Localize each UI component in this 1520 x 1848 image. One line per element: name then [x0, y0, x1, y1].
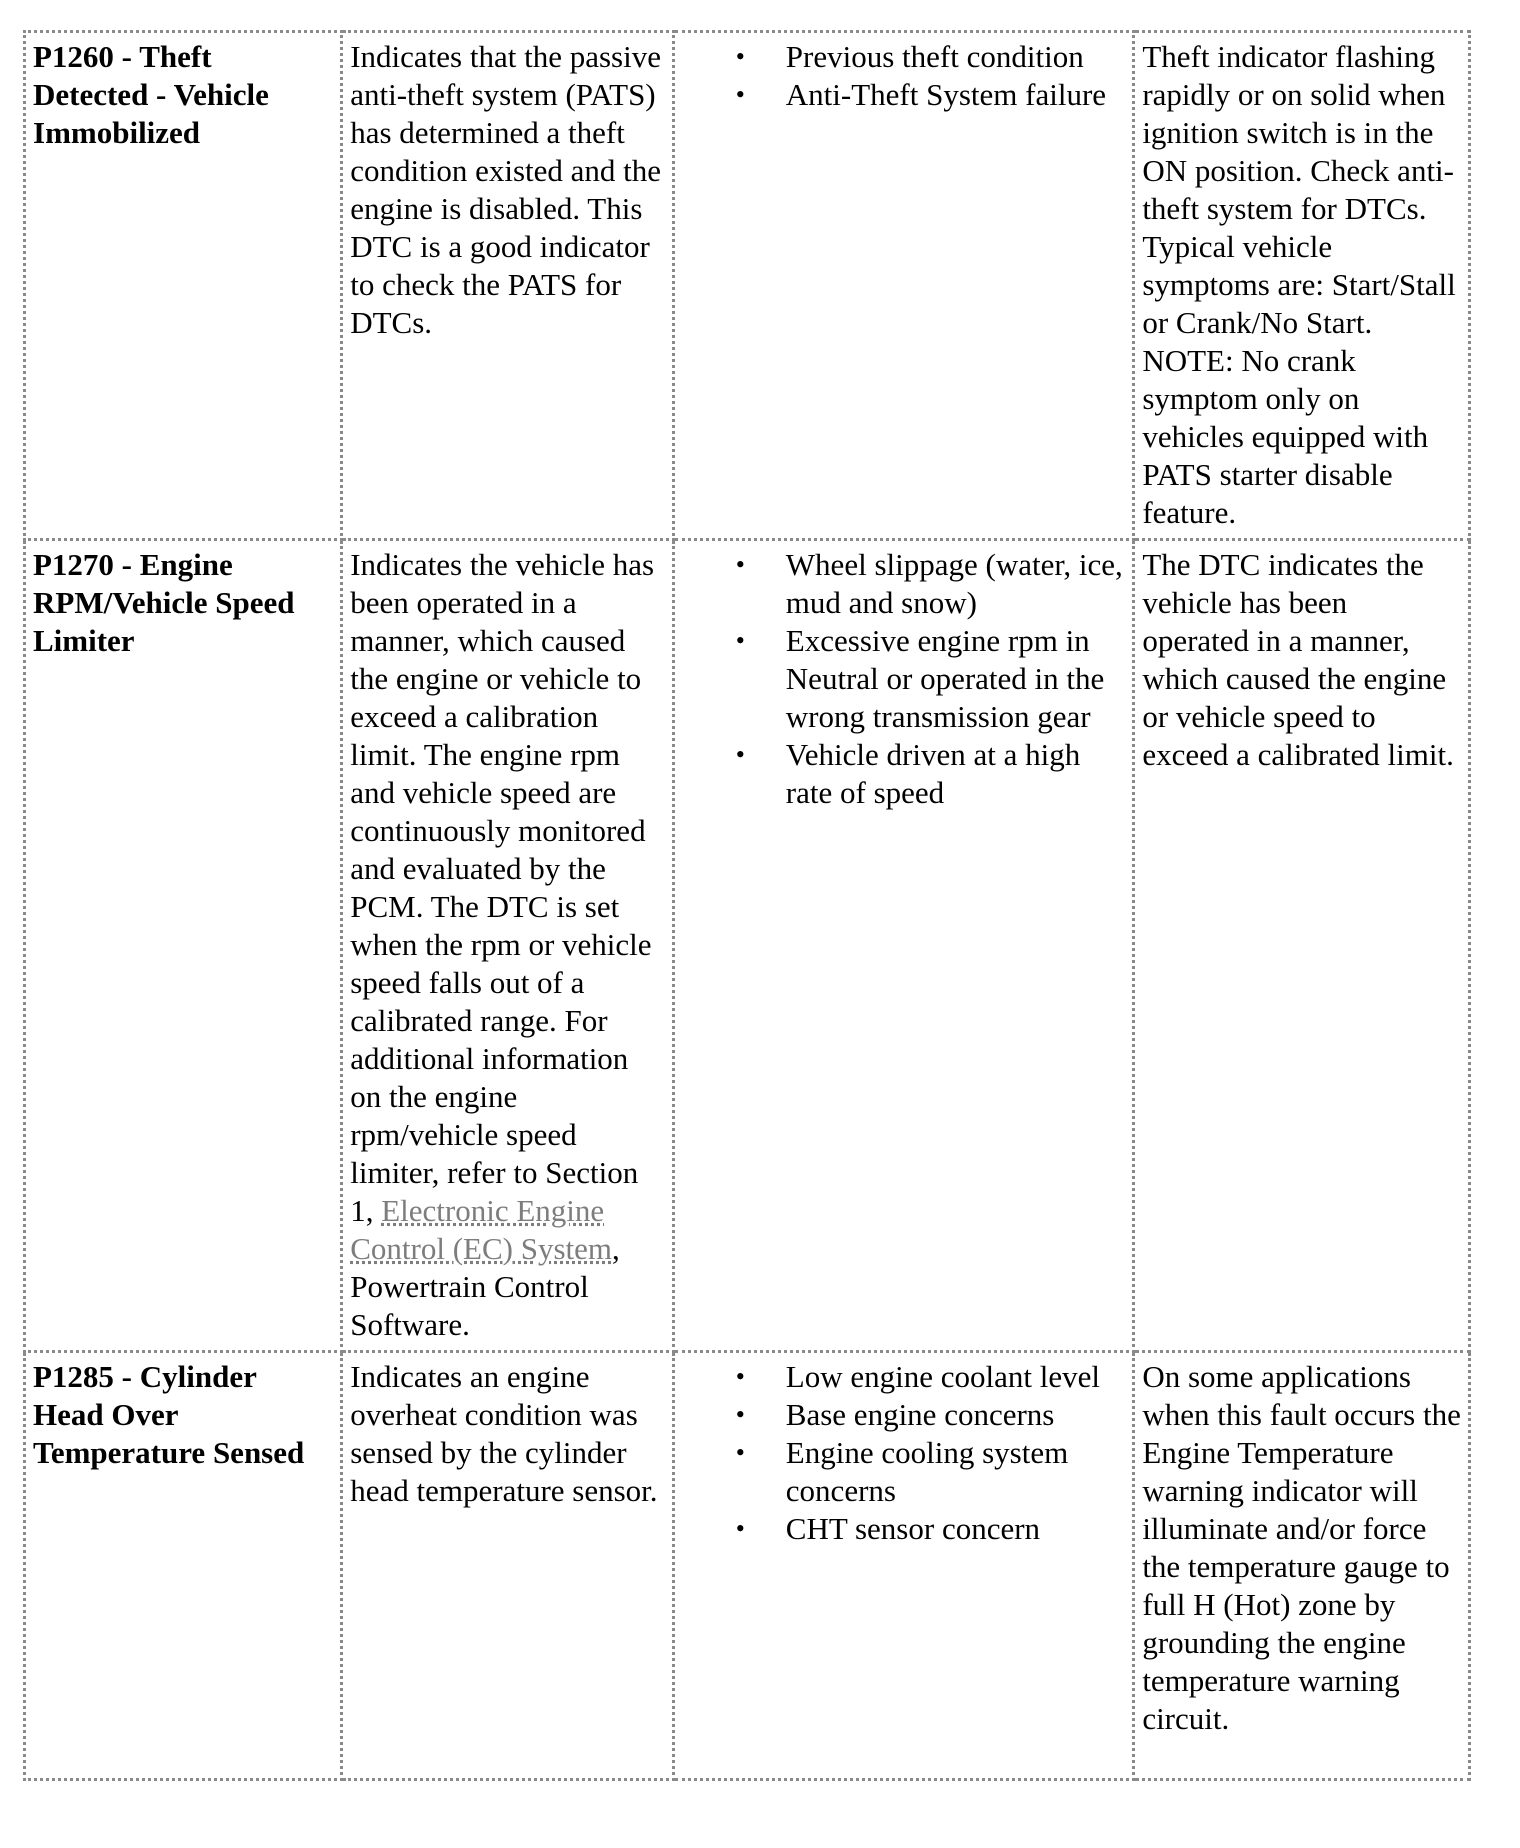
bullet-icon: • — [735, 740, 745, 769]
dtc-description-cell — [342, 1352, 674, 1780]
cause-text: CHT sensor concern — [785, 1511, 1041, 1546]
dtc-code: P1285 - Cylinder Head Over Temperature Sensed — [33, 1359, 305, 1470]
bullet-icon: • — [735, 626, 745, 655]
cause-text: Engine cooling system concerns — [785, 1435, 1069, 1508]
table-row — [25, 32, 1470, 540]
cause-text: Base engine concerns — [785, 1397, 1055, 1432]
cause-text: Excessive engine rpm in Neutral or operated in the wrong transmission gear — [785, 623, 1105, 734]
dtc-causes-cell — [673, 32, 1134, 540]
dtc-description: Indicates the vehicle has been operated in a manner, which caused the engine or vehicle to exceed a calibration limit. The engine rpm and vehicle speed are continuously monitored and evaluated by the PCM. The DTC is set when the rpm or vehicle speed falls out of a calibrated range. For additional information on the engine rpm/vehicle speed limiter, refer to Section 1, — [350, 547, 655, 1228]
list-item — [682, 1434, 1126, 1510]
dtc-causes-cell — [673, 1352, 1134, 1780]
bullet-icon: • — [735, 1400, 745, 1429]
list-item — [682, 546, 1126, 622]
dtc-description: Indicates an engine overheat condition was sensed by the cylinder head temperature sensor. — [350, 1359, 658, 1508]
dtc-code-cell — [25, 1352, 342, 1780]
bullet-icon: • — [735, 1514, 745, 1543]
cause-text: Anti-Theft System failure — [785, 77, 1107, 112]
dtc-action: On some applications when this fault occurs the Engine Temperature warning indicator will illuminate and/or force the temperature gauge to full H (Hot) zone by grounding the engine temperature warning circuit. — [1142, 1359, 1461, 1736]
bullet-icon: • — [735, 550, 745, 579]
dtc-code: P1260 - Theft Detected - Vehicle Immobilized — [33, 39, 269, 150]
cause-text: Previous theft condition — [785, 39, 1084, 74]
dtc-code-cell — [25, 32, 342, 540]
dtc-action: The DTC indicates the vehicle has been operated in a manner, which caused the engine or vehicle speed to exceed a calibrated limit. — [1142, 547, 1454, 772]
dtc-action: Theft indicator flashing rapidly or on solid when ignition switch is in the ON position. Check anti-theft system for DTCs. Typical vehicle symptoms are: Start/Stall or Crank/No Start. NOTE: No crank symptom only on vehicles equipped with PATS starter disable feature. — [1142, 39, 1456, 530]
cause-text: Vehicle driven at a high rate of speed — [785, 737, 1081, 810]
bullet-icon: • — [735, 1362, 745, 1391]
cause-list — [682, 38, 1126, 114]
dtc-description-cell — [342, 540, 674, 1352]
dtc-description-tail: , Powertrain Control Software. — [350, 1231, 620, 1342]
bullet-icon: • — [735, 1438, 745, 1467]
bullet-icon: • — [735, 80, 745, 109]
cause-list — [682, 546, 1126, 812]
dtc-code: P1270 - Engine RPM/Vehicle Speed Limiter — [33, 547, 295, 658]
dtc-action-cell — [1134, 540, 1470, 1352]
list-item — [682, 1396, 1126, 1434]
table-row — [25, 1352, 1470, 1780]
bullet-icon: • — [735, 42, 745, 71]
dtc-description: Indicates that the passive anti-theft system (PATS) has determined a theft condition existed and the engine is disabled. This DTC is a good indicator to check the PATS for DTCs. — [350, 39, 662, 340]
cause-list — [682, 1358, 1126, 1548]
table-row — [25, 540, 1470, 1352]
ec-system-link[interactable]: Electronic Engine Control (EC) System — [350, 1193, 613, 1266]
list-item — [682, 1358, 1126, 1396]
list-item — [682, 1510, 1126, 1548]
list-item — [682, 622, 1126, 736]
list-item — [682, 38, 1126, 76]
list-item — [682, 736, 1126, 812]
dtc-description-cell — [342, 32, 674, 540]
list-item — [682, 76, 1126, 114]
dtc-code-cell — [25, 540, 342, 1352]
dtc-action-cell — [1134, 1352, 1470, 1780]
dtc-action-cell — [1134, 32, 1470, 540]
dtc-table — [23, 30, 1471, 1781]
cause-text: Low engine coolant level — [785, 1359, 1100, 1394]
dtc-causes-cell — [673, 540, 1134, 1352]
cause-text: Wheel slippage (water, ice, mud and snow) — [785, 547, 1123, 620]
